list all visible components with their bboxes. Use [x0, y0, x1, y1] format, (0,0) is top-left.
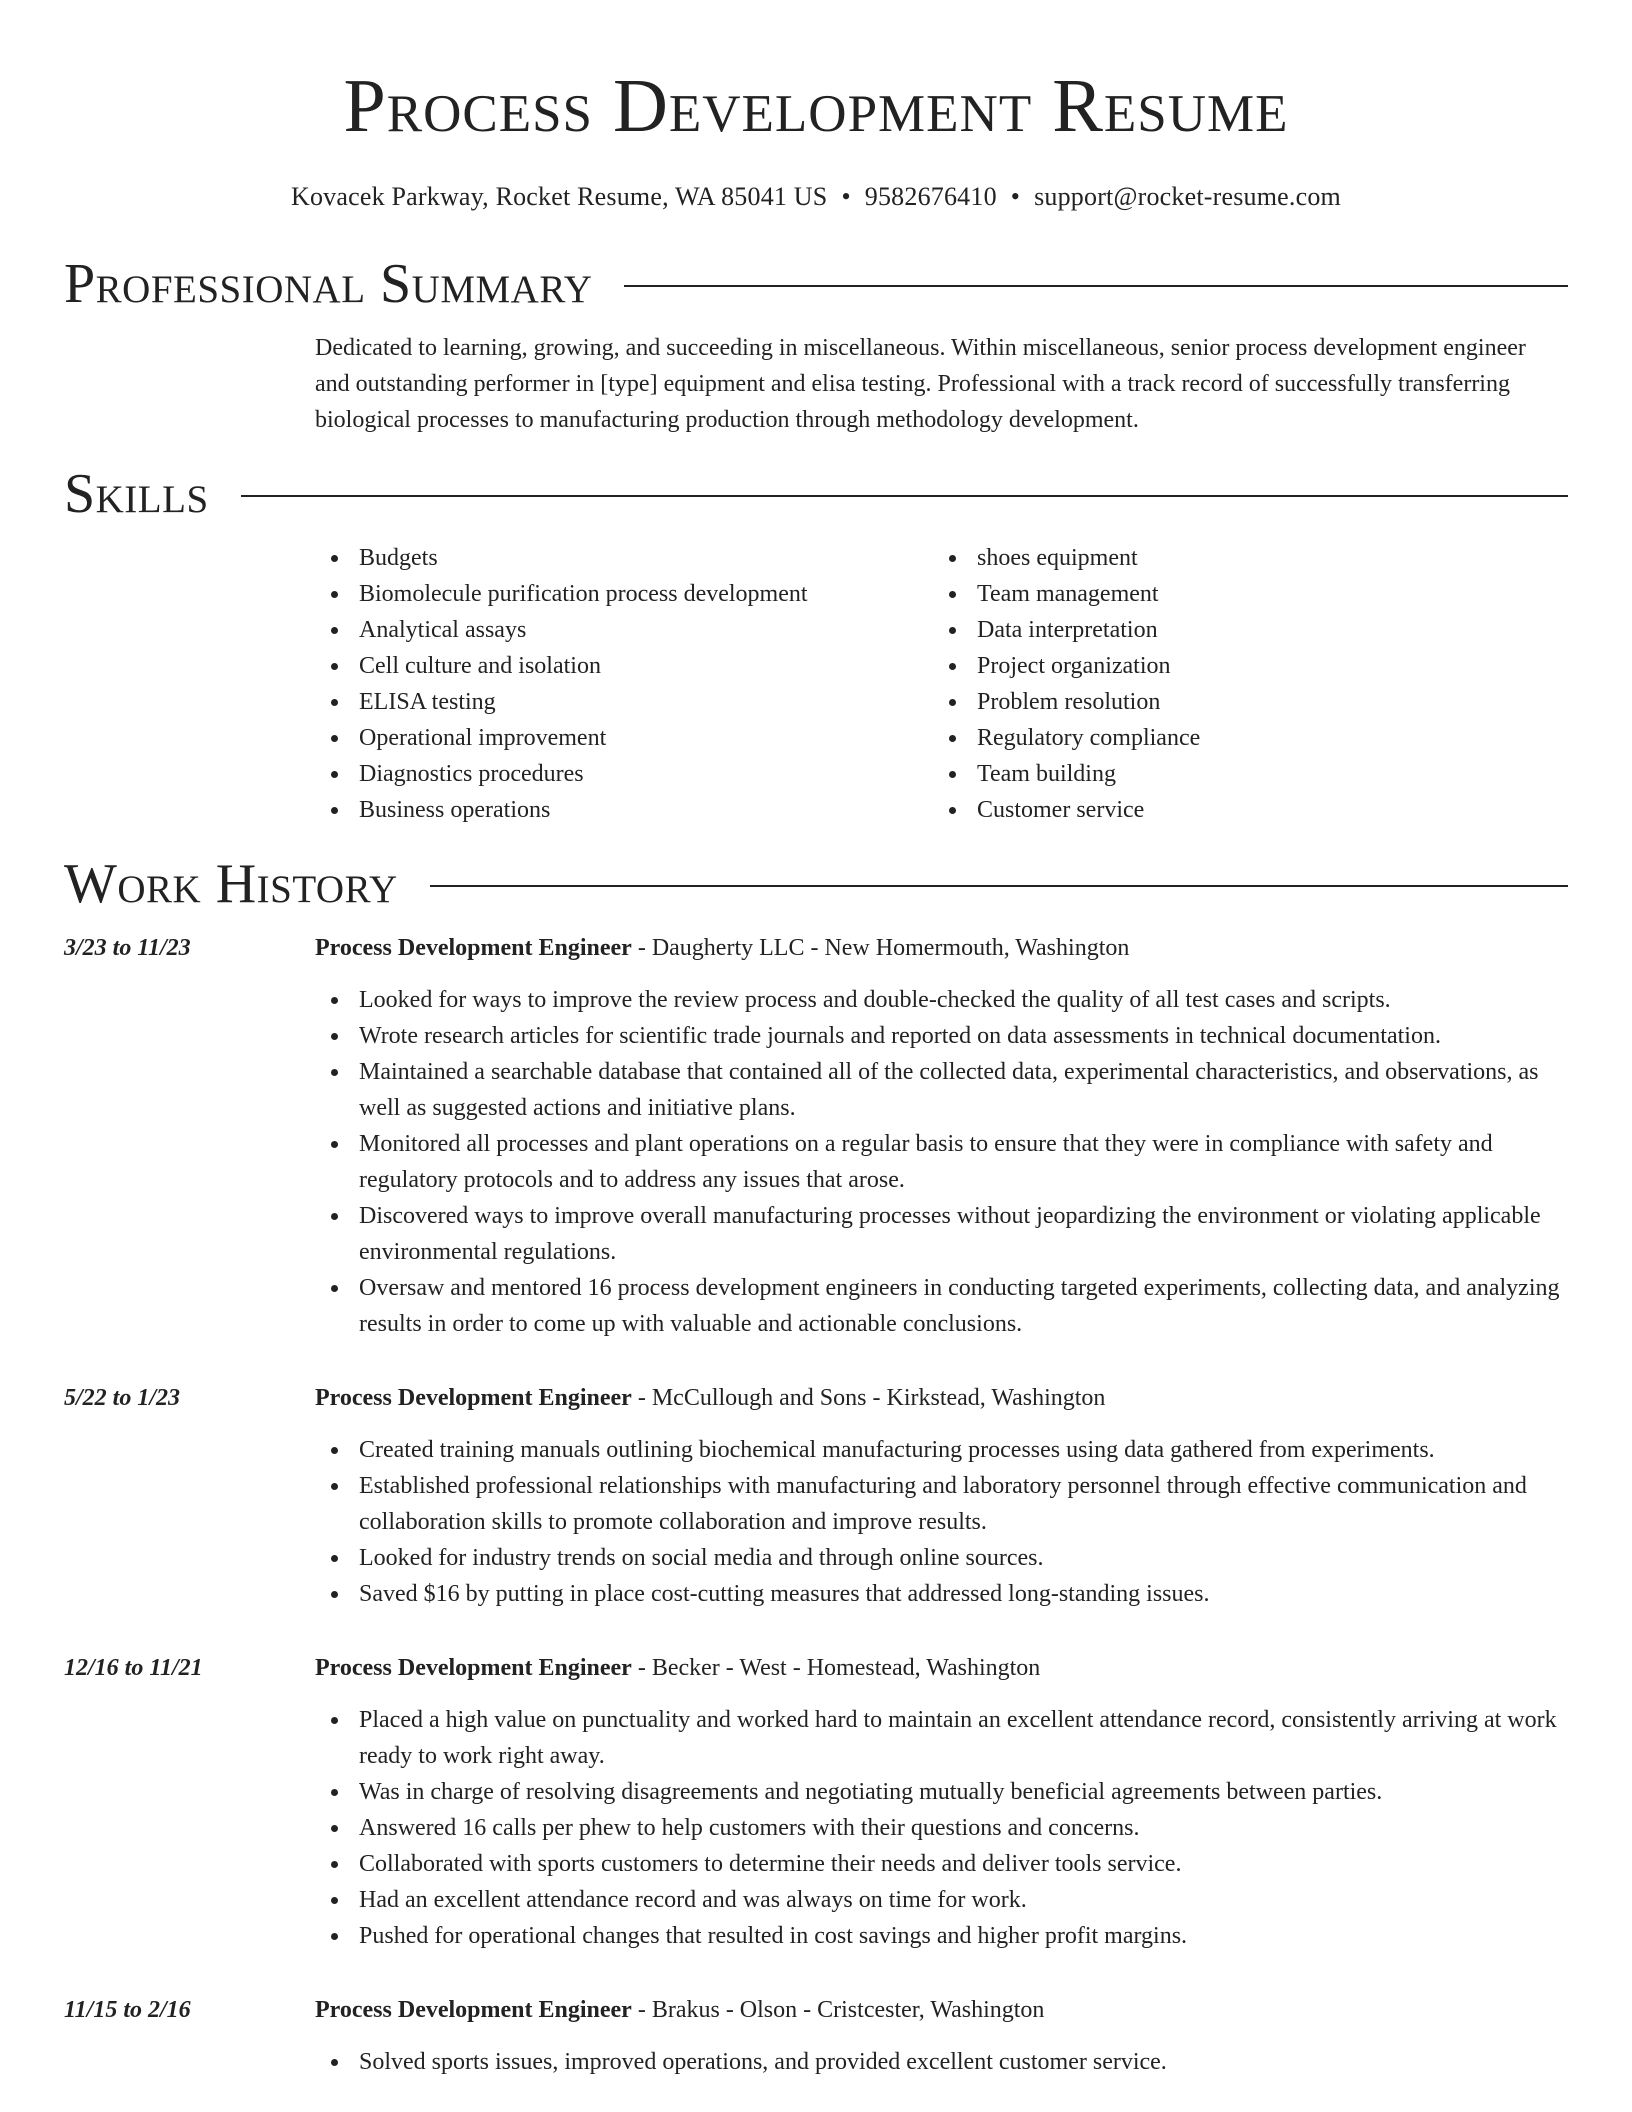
- job-bullets: [315, 1432, 1568, 1612]
- job-employer-location: - McCullough and Sons - Kirkstead, Washington: [631, 1385, 1106, 1411]
- job-title-line: [315, 1992, 1568, 2028]
- job-employer-location: - Becker - West - Homestead, Washington: [631, 1655, 1041, 1681]
- work-history-list: [64, 930, 1568, 2080]
- job-bullet: Established professional relationships with manufacturing and laboratory personnel through effective communication and collaboration skills to promote collaboration and improve results.: [315, 1468, 1562, 1540]
- skills-column-left: [315, 540, 933, 828]
- job-date: 3/23 to 11/23: [64, 935, 191, 961]
- job-bullet: Saved $16 by putting in place cost-cutting measures that addressed long-standing issues.: [315, 1576, 1562, 1612]
- job-title-line: [315, 1650, 1568, 1686]
- skill-item: Biomolecule purification process development: [315, 576, 933, 612]
- skill-item: Diagnostics procedures: [315, 756, 933, 792]
- job-bullet: Created training manuals outlining biochemical manufacturing processes using data gathered from experiments.: [315, 1432, 1562, 1468]
- job-bullet: Looked for ways to improve the review process and double-checked the quality of all test cases and scripts.: [315, 982, 1562, 1018]
- skill-item: shoes equipment: [933, 540, 1551, 576]
- skills-list: [315, 540, 1568, 828]
- job-bullet: Looked for industry trends on social media and through online sources.: [315, 1540, 1562, 1576]
- skill-item: Problem resolution: [933, 684, 1551, 720]
- job-bullet: Maintained a searchable database that contained all of the collected data, experimental characteristics, and observations, as well as suggested actions and initiative plans.: [315, 1054, 1562, 1126]
- job-body: [315, 1380, 1568, 1612]
- job-employer-location: - Daugherty LLC - New Homermouth, Washington: [631, 935, 1130, 961]
- job-bullet: Had an excellent attendance record and was always on time for work.: [315, 1882, 1562, 1918]
- job-title: Process Development Engineer: [315, 1385, 632, 1411]
- skill-item: Customer service: [933, 792, 1551, 828]
- summary-section-header: [64, 254, 1568, 314]
- skills-section-header: [64, 464, 1568, 524]
- job-entry: [64, 1650, 1568, 1954]
- skill-item: Project organization: [933, 648, 1551, 684]
- phone: 9582676410: [864, 182, 997, 211]
- job-title-line: [315, 930, 1568, 966]
- section-divider: [241, 495, 1568, 497]
- job-bullet: Wrote research articles for scientific trade journals and reported on data assessments in technical documentation.: [315, 1018, 1562, 1054]
- skill-item: Operational improvement: [315, 720, 933, 756]
- job-entry: [64, 930, 1568, 1342]
- skill-item: Data interpretation: [933, 612, 1551, 648]
- section-divider: [624, 285, 1568, 287]
- email: support@rocket-resume.com: [1034, 182, 1341, 211]
- separator: •: [1010, 182, 1021, 211]
- work-heading: Work History: [64, 853, 398, 915]
- job-bullet: Solved sports issues, improved operations, and provided excellent customer service.: [315, 2044, 1562, 2080]
- job-bullet: Answered 16 calls per phew to help customers with their questions and concerns.: [315, 1810, 1562, 1846]
- job-bullets: [315, 982, 1568, 1342]
- job-bullet: Placed a high value on punctuality and worked hard to maintain an excellent attendance record, consistently arriving at work ready to work right away.: [315, 1702, 1562, 1774]
- job-body: [315, 1650, 1568, 1954]
- job-title: Process Development Engineer: [315, 1655, 632, 1681]
- job-bullet: Oversaw and mentored 16 process development engineers in conducting targeted experiments, collecting data, and analyzing results in order to come up with valuable and actionable conclusions.: [315, 1270, 1562, 1342]
- skill-item: Team building: [933, 756, 1551, 792]
- contact-line: [64, 180, 1568, 214]
- job-date: 11/15 to 2/16: [64, 1997, 191, 2023]
- job-employer-location: - Brakus - Olson - Cristcester, Washington: [631, 1997, 1045, 2023]
- job-title: Process Development Engineer: [315, 1997, 632, 2023]
- section-divider: [430, 885, 1568, 887]
- job-title-line: [315, 1380, 1568, 1416]
- job-entry: [64, 1992, 1568, 2080]
- job-entry: [64, 1380, 1568, 1612]
- skill-item: Budgets: [315, 540, 933, 576]
- skill-item: Team management: [933, 576, 1551, 612]
- job-bullet: Was in charge of resolving disagreements and negotiating mutually beneficial agreements between parties.: [315, 1774, 1562, 1810]
- skill-item: Cell culture and isolation: [315, 648, 933, 684]
- skills-column-right: [933, 540, 1551, 828]
- job-bullets: [315, 1702, 1568, 1954]
- job-body: [315, 930, 1568, 1342]
- skill-item: ELISA testing: [315, 684, 933, 720]
- summary-text: Dedicated to learning, growing, and succeeding in miscellaneous. Within miscellaneous, senior process development engineer and outstanding performer in [type] equipment and elisa testing. Professional with a track record of successfully transferring biological processes to manufacturing production through methodology development.: [315, 335, 1526, 433]
- skills-heading: Skills: [64, 463, 209, 525]
- resume-title: Process Development Resume: [343, 64, 1289, 148]
- job-bullet: Monitored all processes and plant operations on a regular basis to ensure that they were in compliance with safety and regulatory protocols and to address any issues that arose.: [315, 1126, 1562, 1198]
- work-section-header: [64, 854, 1568, 914]
- job-title: Process Development Engineer: [315, 935, 632, 961]
- job-body: [315, 1992, 1568, 2080]
- address: Kovacek Parkway, Rocket Resume, WA 85041 US: [290, 182, 828, 211]
- job-bullets: [315, 2044, 1568, 2080]
- job-bullet: Collaborated with sports customers to determine their needs and deliver tools service.: [315, 1846, 1562, 1882]
- job-bullet: Pushed for operational changes that resulted in cost savings and higher profit margins.: [315, 1918, 1562, 1954]
- separator: •: [841, 182, 851, 211]
- job-date: 12/16 to 11/21: [64, 1655, 203, 1681]
- skill-item: Business operations: [315, 792, 933, 828]
- skill-item: Analytical assays: [315, 612, 933, 648]
- summary-heading: Professional Summary: [64, 253, 593, 315]
- job-date: 5/22 to 1/23: [64, 1385, 181, 1411]
- skill-item: Regulatory compliance: [933, 720, 1551, 756]
- job-bullet: Discovered ways to improve overall manufacturing processes without jeopardizing the environment or violating applicable environmental regulations.: [315, 1198, 1562, 1270]
